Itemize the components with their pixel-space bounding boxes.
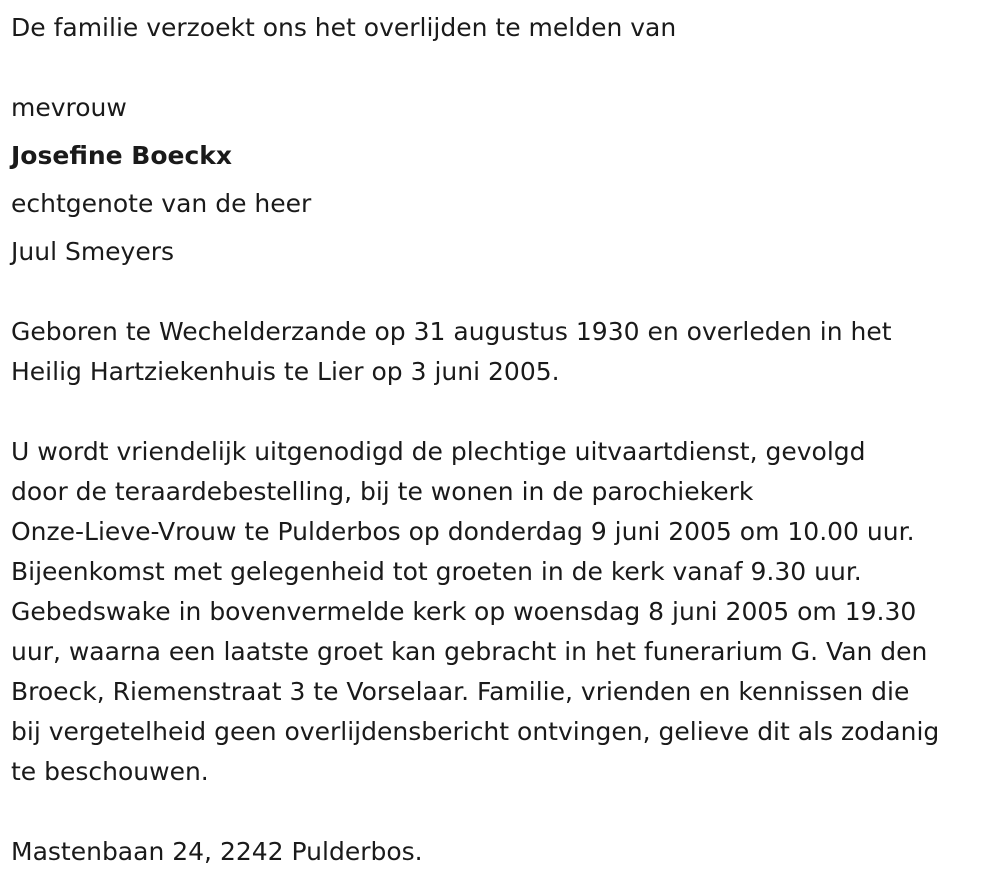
paragraph-line: bij vergetelheid geen overlijdensbericht ontvingen, gelieve dit als zodanig [11, 717, 940, 746]
birth-death-paragraph [11, 312, 996, 392]
paragraph-line: te beschouwen. [11, 757, 209, 786]
paragraph-line: Bijeenkomst met gelegenheid tot groeten in de kerk vanaf 9.30 uur. [11, 557, 862, 586]
salutation: mevrouw [11, 93, 127, 122]
spouse-name: Juul Smeyers [11, 237, 175, 266]
funeral-paragraph [11, 432, 996, 792]
deceased-name: Josefine Boeckx [11, 141, 233, 170]
paragraph-line: door de teraardebestelling, bij te wonen in de parochiekerk [11, 477, 754, 506]
paragraph-line: U wordt vriendelijk uitgenodigd de plechtige uitvaartdienst, gevolgd [11, 437, 866, 466]
paragraph-line: Broeck, Riemenstraat 3 te Vorselaar. Familie, vrienden en kennissen die [11, 677, 910, 706]
paragraph-line: Onze-Lieve-Vrouw te Pulderbos op donderdag 9 juni 2005 om 10.00 uur. [11, 517, 915, 546]
relation-text: echtgenote van de heer [11, 189, 312, 218]
address: Mastenbaan 24, 2242 Pulderbos. [11, 837, 423, 866]
intro-text: De familie verzoekt ons het overlijden te melden van [11, 13, 677, 42]
paragraph-line: Gebedswake in bovenvermelde kerk op woensdag 8 juni 2005 om 19.30 [11, 597, 917, 626]
death-notice [11, 8, 996, 872]
paragraph-line: Geboren te Wechelderzande op 31 augustus 1930 en overleden in het [11, 317, 892, 346]
paragraph-line: uur, waarna een laatste groet kan gebracht in het funerarium G. Van den [11, 637, 928, 666]
paragraph-line: Heilig Hartziekenhuis te Lier op 3 juni 2005. [11, 357, 560, 386]
